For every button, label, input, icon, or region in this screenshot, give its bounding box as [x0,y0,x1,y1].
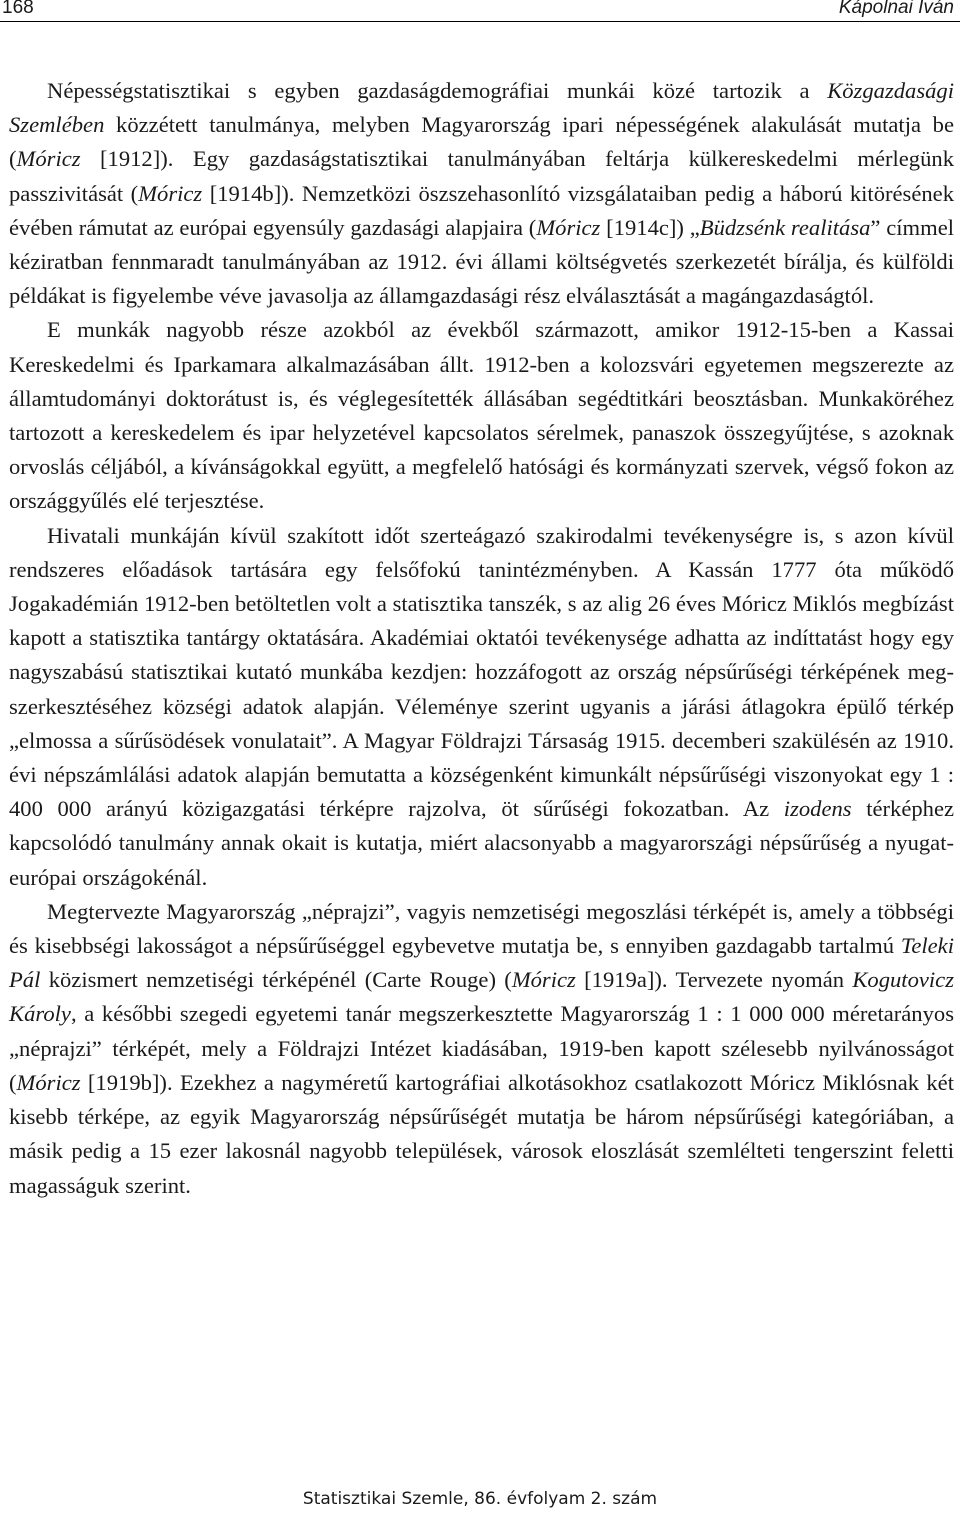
paragraph [9,895,954,1203]
italic-text: Móricz [138,180,203,206]
header-rule [0,21,960,22]
article-body [9,74,954,1203]
italic-text: Közgazdasági Szemlében [9,78,954,138]
text-run: Hivatali munkáján kívül szakított időt szerteágazó szakirodalmi tevékenységre is, s azon kívül rendszeres előadások tartására egy felsőfokú tanintézményben. A Kassán 1777 óta működő Jogakadémián 1912-ben betöltetlen volt a statisztika tanszék, s az alig 26 éves Móricz Miklós megbízást kapott a statisztika tantárgy oktatására. Akadémiai oktatói tevékenysége adhatta az indíttatást hogy egy nagyszabású statisztikai kutató munkába kezdjen: hozzáfogott az ország népsűrűségi térképének megszerkesztéséhez községi adatok alapján. Véleménye szerint ugyanis a járási átlagokra épülő térkép „elmossa a sűrűsödések vonulatait”. A Magyar Földrajzi Társaság 1915. decemberi szakülésén az 1910. évi népszámlálási adatok alapján bemutatta a községenként kimunkált népsűrűségi viszonyokat egy 1 : 400 000 arányú közigazgatási térképre rajzolva, öt sűrűségi fokozatban. Az [9,522,954,822]
paragraph [9,519,954,895]
text-run: [1914c]) „ [600,214,700,240]
text-run: Megtervezte Magyarország „néprajzi”, vagyis nemzetiségi megoszlási térképét is, amely a többségi és kisebbségi lakosságot a népsűrűséggel egybevetve mutatja be, s ennyiben gazdagabb tartalmú [9,898,954,959]
text-run: [1919a]). Tervezete nyomán [575,967,853,993]
italic-text: Teleki Pál [9,933,954,993]
text-run: Népességstatisztikai s egyben gazdaságdemográfiai munkái közé tartozik a [47,78,828,103]
italic-text: Móricz [16,146,81,172]
italic-text: Móricz [536,214,601,240]
paragraph [9,313,954,518]
text-run: , a későbbi szegedi egyetemi tanár megszerkesztette Magyarország 1 : 1 000 000 méretarányos „néprajzi” térképét, mely a Földrajzi Intézet kiadásában, 1919-ben kapott szélesebb nyilvánosságot ( [9,1001,954,1095]
text-run: [1919b]). Ezekhez a nagyméretű kartográfiai alkotásokhoz csatlakozott Móricz Miklósnak két kisebb térképe, az egyik Magyarország népsűrűségét mutatja be három népsűrűségi kategóriában, a másik pedig a 15 ezer lakosnál nagyobb települések, városok eloszlását szemlélteti tengerszint feletti magasságuk szerint. [9,1069,954,1198]
text-run: közzétett tanulmánya, melyben Magyarország ipari népességének alakulását mutatja be ( [9,112,954,172]
page-header [0,0,960,22]
italic-text: Móricz [511,967,576,993]
italic-text: Kogutovicz Károly [9,967,955,1027]
italic-text: izodens [783,796,852,822]
page-footer: Statisztikai Szemle, 86. évfolyam 2. szám [302,1489,658,1509]
page-number: 168 [2,0,34,18]
italic-text: Móricz [16,1069,81,1095]
text-run: ” címmel kéziratban fennmaradt tanulmányában az 1912. évi állami költségvetés szerkezetét bírálja, és külföldi példákat is figyelembe véve javasolja az államgazdasági rész elválasztását a magángazdaságtól. [9,214,955,309]
italic-text: Büdzsénk realitása [699,214,871,240]
text-run: térképhez kapcsolódó tanulmány annak okait is kutatja, miért alacsonyabb a magyarországi népsűrűség a nyugat-európai országokénál. [9,796,955,890]
running-head-author: Kápolnai Iván [838,0,954,18]
text-run: közismert nemzetiségi térképénél (Carte Rouge) ( [40,967,512,993]
paragraph [9,74,954,313]
text-run: [1914b]). Nemzetközi öszszehasonlító vizsgálataiban pedig a háború kitörésének évében rámutat az európai egyensúly gazdasági alapjaira ( [9,180,955,240]
text-run: E munkák nagyobb része azokból az évekből származott, amikor 1912-15-ben a Kassai Kereskedelmi és Iparkamara alkalmazásában állt. 1912-ben a kolozsvári egyetemen megszerezte az államtudományi doktorátust is, és véglegesítették állásában segédtitkári beosztásban. Munkaköréhez tartozott a kereskedelem és ipar helyzetével kapcsolatos sérelmek, panaszok összegyűjtése, s azoknak orvoslás céljából, a kívánságokkal együtt, a megfelelő hatósági és kormányzati szervek, végső fokon az országgyűlés elé terjesztése. [9,317,954,514]
text-run: [1912]). Egy gazdaságstatisztikai tanulmányában feltárja külkereskedelmi mérlegünk passzivitását ( [9,146,954,206]
